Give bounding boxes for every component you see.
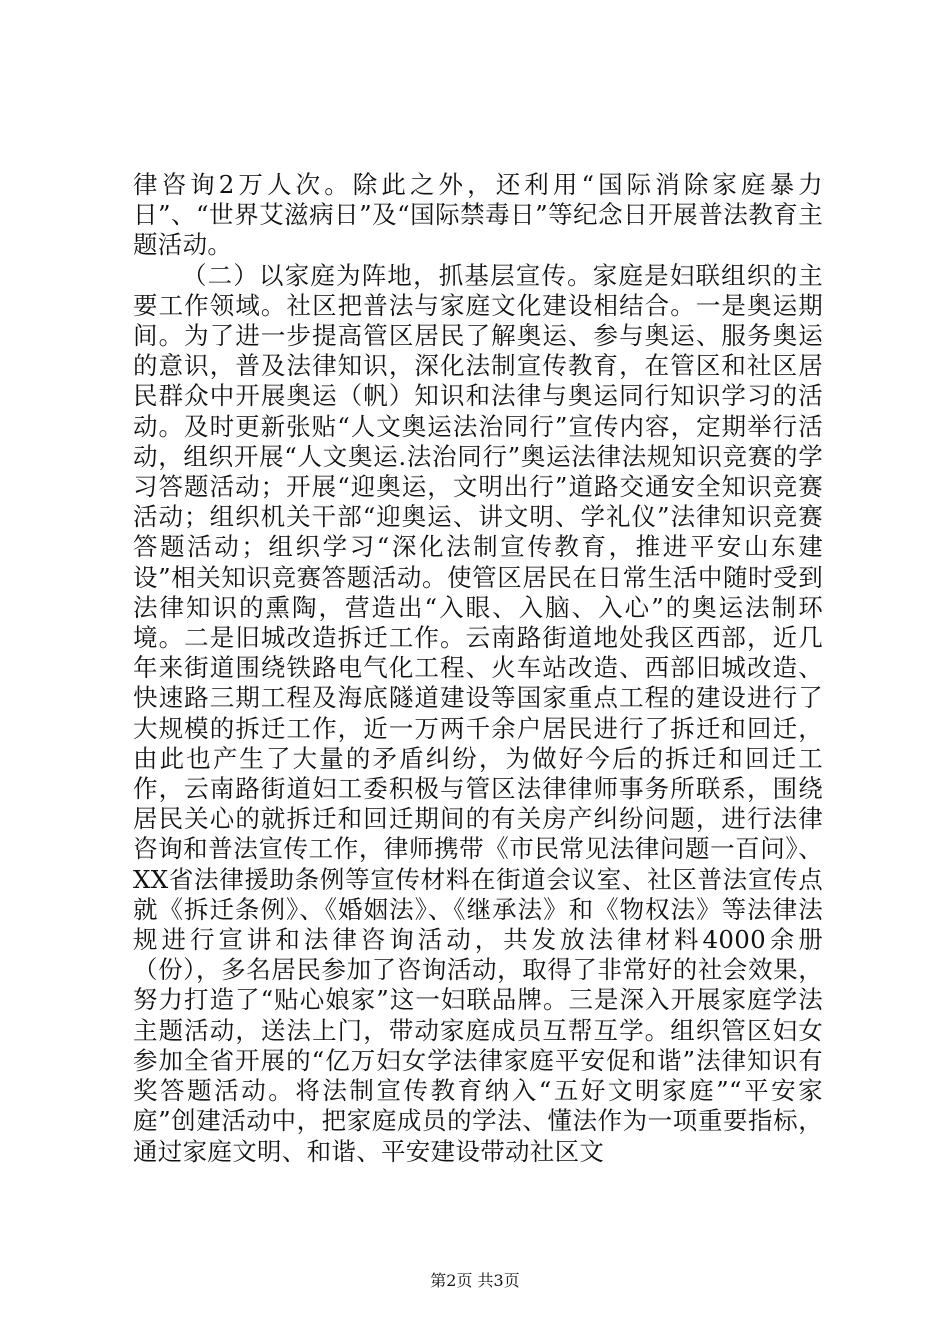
paragraph-1: 律咨询2万人次。除此之外，还利用“国际消除家庭暴力日”、“世界艾滋病日”及“国际禁毒日”等纪念日开展普法教育主题活动。 — [133, 170, 823, 260]
paragraph-2: （二）以家庭为阵地，抓基层宣传。家庭是妇联组织的主要工作领域。社区把普法与家庭文化建设相结合。一是奥运期间。为了进一步提高管区居民了解奥运、参与奥运、服务奥运的意识，普及法律知识，深化法制宣传教育，在管区和社区居民群众中开展奥运（帆）知识和法律与奥运同行知识学习的活动。及时更新张贴“人文奥运法治同行”宣传内容，定期举行活动，组织开展“人文奥运.法治同行”奥运法律法规知识竞赛的学习答题活动；开展“迎奥运，文明出行”道路交通安全知识竞赛活动；组织机关干部“迎奥运、讲文明、学礼仪”法律知识竞赛答题活动；组织学习“深化法制宣传教育，推进平安山东建设”相关知识竞赛答题活动。使管区居民在日常生活中随时受到法律知识的熏陶，营造出“入眼、入脑、入心”的奥运法制环境。二是旧城改造拆迁工作。云南路街道地处我区西部，近几年来街道围绕铁路电气化工程、火车站改造、西部旧城改造、快速路三期工程及海底隧道建设等国家重点工程的建设进行了大规模的拆迁工作，近一万两千余户居民进行了拆迁和回迁，由此也产生了大量的矛盾纠纷，为做好今后的拆迁和回迁工作，云南路街道妇工委积极与管区法律律师事务所联系，围绕居民关心的就拆迁和回迁期间的有关房产纠纷问题，进行法律咨询和普法宣传工作，律师携带《市民常见法律问题一百问》、XX省法律援助条例等宣传材料在街道会议室、社区普法宣传点就《拆迁条例》、《婚姻法》、《继承法》和《物权法》等法律法规进行宣讲和法律咨询活动，共发放法律材料4000余册（份），多名居民参加了咨询活动，取得了非常好的社会效果，努力打造了“贴心娘家”这一妇联品牌。三是深入开展家庭学法主题活动，送法上门，带动家庭成员互帮互学。组织管区妇女参加全省开展的“亿万妇女学法律家庭平安促和谐”法律知识有奖答题活动。将法制宣传教育纳入“五好文明家庭”“平安家庭”创建活动中，把家庭成员的学法、懂法作为一项重要指标，通过家庭文明、和谐、平安建设带动社区文 — [133, 260, 824, 1166]
page-footer: 第2页 共3页 — [430, 1271, 520, 1290]
document-body — [133, 170, 823, 1167]
